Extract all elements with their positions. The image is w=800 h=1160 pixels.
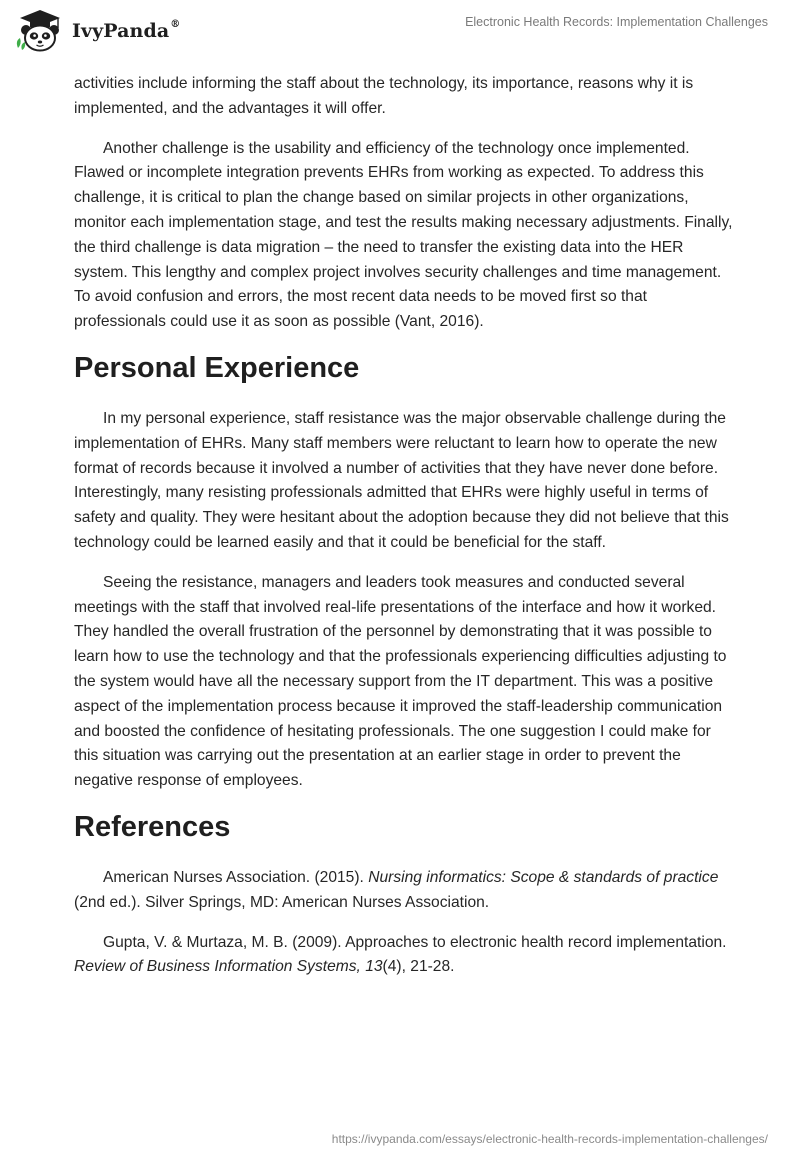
reference-publisher: (2nd ed.). Silver Springs, MD: American Nurses Association. bbox=[74, 893, 490, 911]
page-header bbox=[0, 0, 800, 62]
reference-journal: Review of Business Information Systems, 13 bbox=[74, 958, 383, 976]
reference-entry bbox=[74, 866, 734, 916]
paragraph-continued: activities include informing the staff about the technology, its importance, reasons why it is implemented, and the advantages it will offer. bbox=[74, 75, 694, 117]
reference-title: Nursing informatics: Scope & standards of practice bbox=[368, 868, 719, 886]
brand-name: IvyPanda® bbox=[72, 18, 181, 42]
registered-mark: ® bbox=[170, 18, 181, 30]
panda-graduate-icon bbox=[14, 8, 66, 52]
reference-pages: (4), 21-28. bbox=[382, 958, 455, 976]
document-title: Electronic Health Records: Implementation Challenges bbox=[465, 15, 768, 29]
ivypanda-logo[interactable] bbox=[14, 8, 180, 52]
paragraph-resistance: Seeing the resistance, managers and leaders took measures and conducted several meetings with the staff that involved real-life presentations of the interface and how it worked. They handled the overall frustration of the personnel by demonstrating that it was possible to learn how to use the technology and that the professionals experiencing difficulties adjusting to the system would have all the necessary support from the IT department. This was a positive aspect of the implementation process because it improved the staff-leadership communication and boosted the confidence of hesitating professionals. The one suggestion I could make for this situation was carrying out the presentation at an earlier stage in order to prevent the negative response of employees. bbox=[74, 573, 727, 790]
paragraph-personal-experience: In my personal experience, staff resistance was the major observable challenge during the implementation of EHRs. Many staff members were reluctant to learn how to operate the new format of records because it involved a number of activities that they have never done before. Interestingly, many resisting professionals admitted that EHRs were highly useful in terms of safety and quality. They were hesitant about the adoption because they did not believe that this technology could be learned easily and that it could be beneficial for the staff. bbox=[74, 409, 729, 551]
reference-author: Gupta, V. & Murtaza, M. B. (2009). Approaches to electronic health record implementation. bbox=[103, 933, 727, 951]
heading-references: References bbox=[74, 810, 231, 843]
reference-entry bbox=[74, 931, 734, 981]
source-url-link[interactable]: https://ivypanda.com/essays/electronic-health-records-implementation-challenges/ bbox=[331, 1132, 768, 1146]
essay-body bbox=[74, 72, 734, 995]
heading-personal-experience: Personal Experience bbox=[74, 351, 360, 384]
paragraph-usability: Another challenge is the usability and efficiency of the technology once implemented. Flawed or incomplete integration prevents EHRs from working as expected. To address this challenge, it is critical to plan the change based on similar projects in other organizations, monitor each implementation stage, and test the results making necessary adjustments. Finally, the third challenge is data migration – the need to transfer the existing data into the HER system. This lengthy and complex project involves security challenges and time management. To avoid confusion and errors, the most recent data needs to be moved first so that professionals could use it as soon as possible (Vant, 2016). bbox=[74, 139, 733, 331]
reference-author: American Nurses Association. (2015). bbox=[103, 868, 369, 886]
